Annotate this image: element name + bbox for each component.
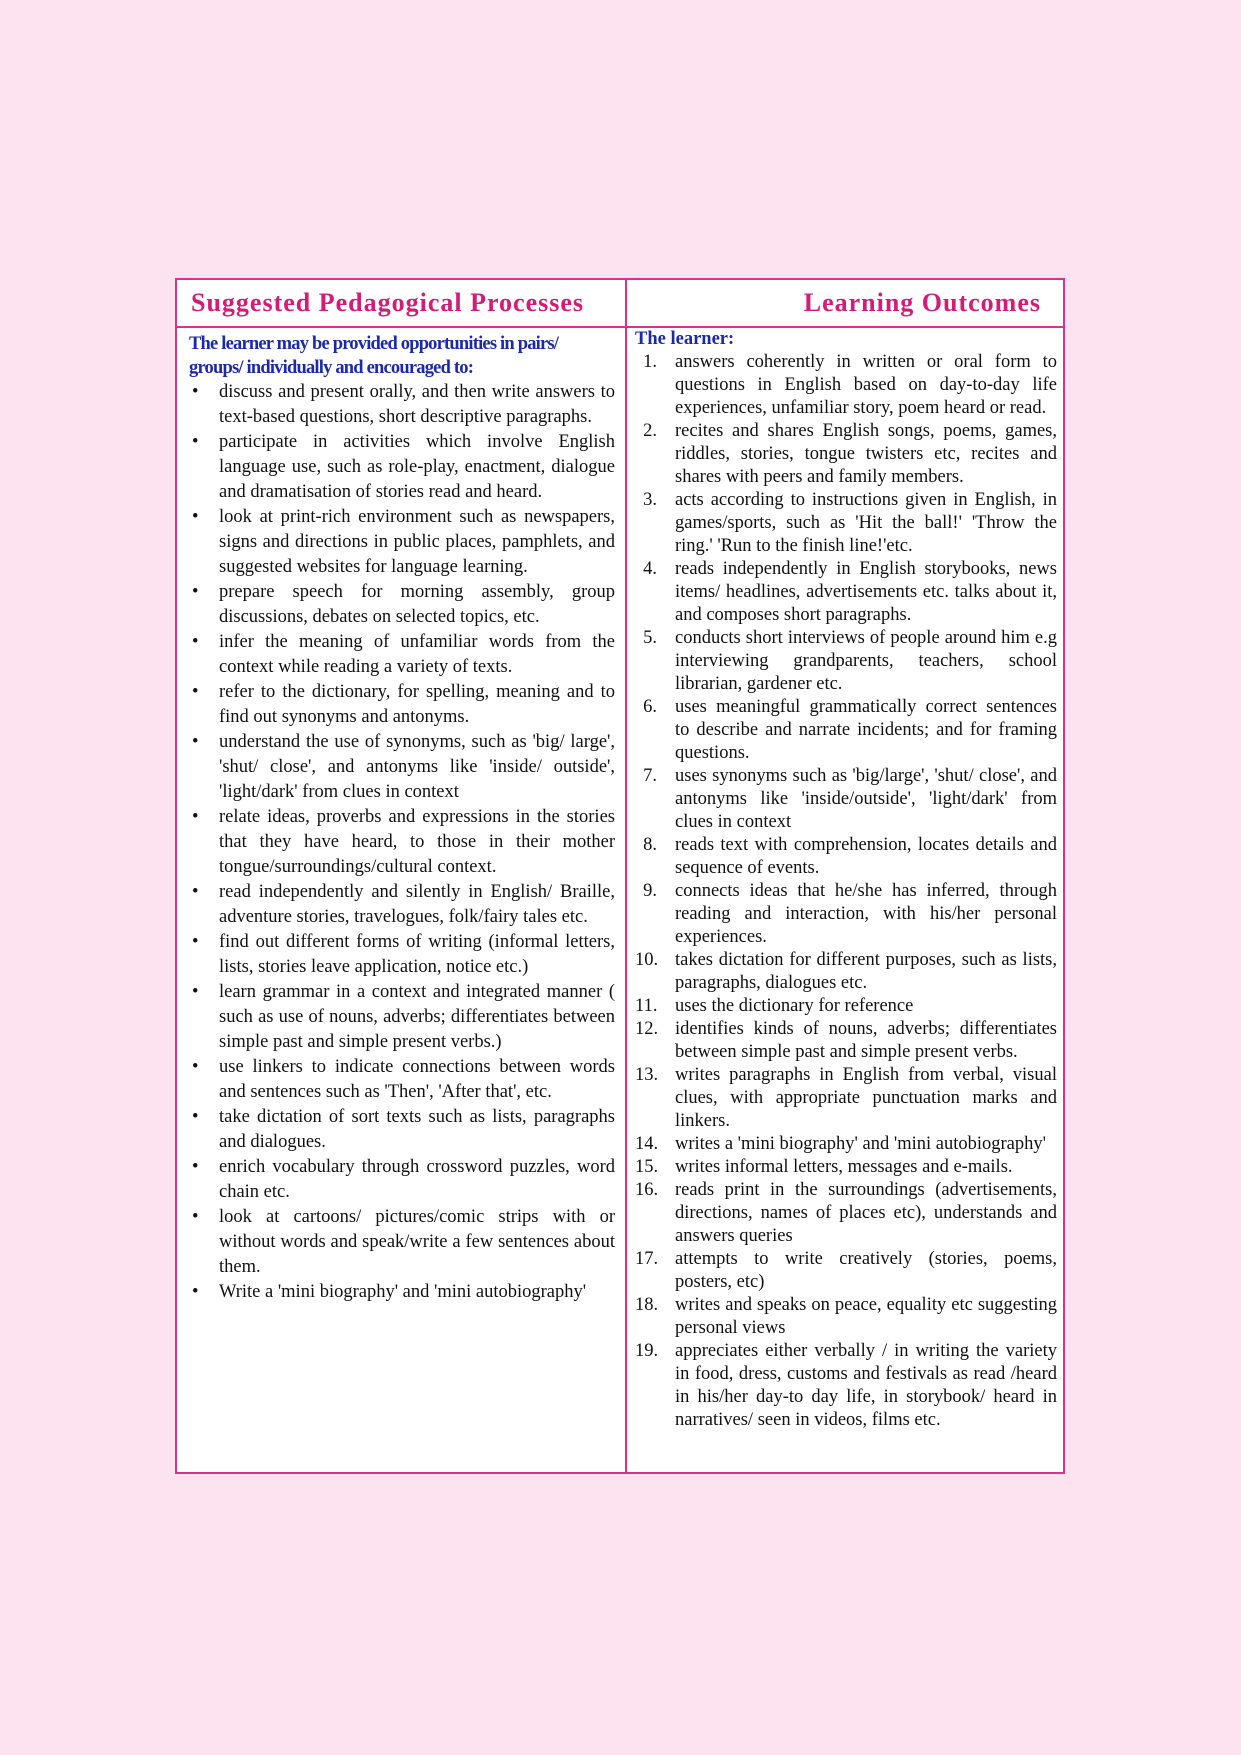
outcome-number: 11.	[635, 996, 658, 1016]
outcome-number: 3.	[643, 490, 657, 510]
process-item-text: participate in activities which involve English language use, such as role-play, enactment, dialogue and dramatisation of stories read and heard.	[219, 432, 615, 502]
outcome-text: answers coherently in written or oral form to questions in English based on day-to-day life experiences, unfamiliar story, poem heard or read.	[675, 352, 1057, 418]
bullet-icon: •	[192, 807, 199, 827]
outcomes-intro: The learner:	[635, 329, 735, 349]
outcome-text: reads independently in English storybooks, news items/ headlines, advertisements etc. talks about it, and composes short paragraphs.	[675, 559, 1057, 625]
outcome-number: 19.	[635, 1341, 659, 1361]
outcome-item	[635, 1294, 1057, 1340]
outcome-text: uses the dictionary for reference	[675, 996, 914, 1016]
outcome-number: 1.	[643, 352, 657, 372]
process-item	[189, 880, 615, 930]
bullet-icon: •	[192, 1057, 199, 1077]
outcome-item	[635, 765, 1057, 834]
process-item-text: take dictation of sort texts such as lists, paragraphs and dialogues.	[219, 1107, 615, 1152]
process-item-text: refer to the dictionary, for spelling, meaning and to find out synonyms and antonyms.	[219, 682, 615, 727]
bullet-icon: •	[192, 507, 199, 527]
outcome-number: 2.	[643, 421, 657, 441]
outcome-item	[635, 1018, 1057, 1064]
outcome-number: 14.	[635, 1134, 659, 1154]
process-item	[189, 980, 615, 1055]
outcome-item	[635, 420, 1057, 489]
process-item	[189, 1105, 615, 1155]
outcome-number: 6.	[643, 697, 657, 717]
process-item-text: read independently and silently in English/ Braille, adventure stories, travelogues, folk/fairy tales etc.	[219, 882, 615, 927]
outcome-number: 13.	[635, 1065, 659, 1085]
outcome-number: 18.	[635, 1295, 659, 1315]
outcome-number: 4.	[643, 559, 657, 579]
bullet-icon: •	[192, 432, 199, 452]
outcome-text: writes informal letters, messages and e-mails.	[675, 1157, 1013, 1177]
bullet-icon: •	[192, 1207, 199, 1227]
curriculum-table	[175, 278, 1065, 1474]
outcome-text: attempts to write creatively (stories, poems, posters, etc)	[675, 1249, 1057, 1292]
column-divider	[625, 280, 627, 1472]
pedagogical-processes-column	[189, 332, 615, 1305]
bullet-icon: •	[192, 732, 199, 752]
bullet-icon: •	[192, 1282, 199, 1302]
process-item-text: look at cartoons/ pictures/comic strips with or without words and speak/write a few sentences about them.	[219, 1207, 615, 1277]
process-item	[189, 680, 615, 730]
process-item-text: learn grammar in a context and integrated manner ( such as use of nouns, adverbs; differentiates between simple past and simple present verbs.)	[219, 982, 615, 1052]
outcome-item	[635, 351, 1057, 420]
outcome-number: 16.	[635, 1180, 659, 1200]
bullet-icon: •	[192, 682, 199, 702]
outcome-number: 15.	[635, 1157, 659, 1177]
outcome-item	[635, 1248, 1057, 1294]
outcome-item	[635, 489, 1057, 558]
outcome-text: uses synonyms such as 'big/large', 'shut/ close', and antonyms like 'inside/outside', 'light/dark' from clues in context	[675, 766, 1057, 832]
outcome-item	[635, 1133, 1057, 1156]
process-item-text: enrich vocabulary through crossword puzzles, word chain etc.	[219, 1157, 615, 1202]
process-item	[189, 930, 615, 980]
outcome-number: 17.	[635, 1249, 659, 1269]
learning-outcomes-column	[635, 328, 1057, 1432]
process-item	[189, 1280, 615, 1305]
process-item-text: prepare speech for morning assembly, group discussions, debates on selected topics, etc.	[219, 582, 615, 627]
process-item-text: relate ideas, proverbs and expressions in the stories that they have heard, to those in their mother tongue/surroundings/cultural context.	[219, 807, 615, 877]
outcome-text: takes dictation for different purposes, such as lists, paragraphs, dialogues etc.	[675, 950, 1057, 993]
outcome-number: 12.	[635, 1019, 659, 1039]
outcome-text: writes and speaks on peace, equality etc suggesting personal views	[675, 1295, 1057, 1338]
outcome-text: identifies kinds of nouns, adverbs; differentiates between simple past and simple present verbs.	[675, 1019, 1057, 1062]
process-item	[189, 380, 615, 430]
outcome-item	[635, 1340, 1057, 1432]
process-item	[189, 805, 615, 880]
process-item-text: infer the meaning of unfamiliar words from the context while reading a variety of texts.	[219, 632, 615, 677]
bullet-icon: •	[192, 982, 199, 1002]
process-item-text: Write a 'mini biography' and 'mini autobiography'	[219, 1282, 587, 1302]
outcome-text: reads print in the surroundings (advertisements, directions, names of places etc), understands and answers queries	[675, 1180, 1057, 1246]
bullet-icon: •	[192, 882, 199, 902]
outcome-item	[635, 696, 1057, 765]
process-item	[189, 1055, 615, 1105]
outcome-item	[635, 995, 1057, 1018]
outcome-text: writes a 'mini biography' and 'mini autobiography'	[675, 1134, 1046, 1154]
outcome-item	[635, 558, 1057, 627]
process-item-text: understand the use of synonyms, such as 'big/ large', 'shut/ close', and antonyms like 'inside/ outside', 'light/dark' from clues in context	[219, 732, 615, 802]
outcome-item	[635, 1179, 1057, 1248]
outcome-text: acts according to instructions given in English, in games/sports, such as 'Hit the ball!' 'Throw the ring.' 'Run to the finish line!'etc.	[675, 490, 1057, 556]
bullet-icon: •	[192, 1157, 199, 1177]
outcome-text: appreciates either verbally / in writing the variety in food, dress, customs and festivals as read /heard in his/her day-to day life, in storybook/ heard in narratives/ seen in videos, films etc.	[675, 1341, 1057, 1430]
outcome-text: writes paragraphs in English from verbal, visual clues, with appropriate punctuation marks and linkers.	[675, 1065, 1057, 1131]
outcome-item	[635, 1064, 1057, 1133]
outcome-item	[635, 627, 1057, 696]
learning-outcomes-heading: Learning Outcomes	[803, 288, 1041, 317]
process-item	[189, 1205, 615, 1280]
pedagogical-process-list	[189, 380, 615, 1305]
outcome-number: 10.	[635, 950, 659, 970]
process-item-text: use linkers to indicate connections between words and sentences such as 'Then', 'After that', etc.	[219, 1057, 615, 1102]
outcome-number: 5.	[643, 628, 657, 648]
outcome-item	[635, 834, 1057, 880]
outcome-number: 8.	[643, 835, 657, 855]
process-item-text: look at print-rich environment such as newspapers, signs and directions in public places, pamphlets, and suggested websites for language learning.	[219, 507, 615, 577]
bullet-icon: •	[192, 932, 199, 952]
outcome-item	[635, 1156, 1057, 1179]
outcome-item	[635, 949, 1057, 995]
process-item	[189, 630, 615, 680]
outcome-text: conducts short interviews of people around him e.g interviewing grandparents, teachers, school librarian, gardener etc.	[675, 628, 1057, 694]
bullet-icon: •	[192, 1107, 199, 1127]
outcome-number: 7.	[643, 766, 657, 786]
outcome-text: recites and shares English songs, poems, games, riddles, stories, tongue twisters etc, recites and shares with peers and family members.	[675, 421, 1057, 487]
process-item-text: discuss and present orally, and then write answers to text-based questions, short descriptive paragraphs.	[219, 382, 615, 427]
bullet-icon: •	[192, 632, 199, 652]
bullet-icon: •	[192, 382, 199, 402]
process-item	[189, 430, 615, 505]
outcome-number: 9.	[643, 881, 657, 901]
outcome-text: uses meaningful grammatically correct sentences to describe and narrate incidents; and for framing questions.	[675, 697, 1057, 763]
learning-outcome-list	[635, 351, 1057, 1432]
pedagogical-processes-heading: Suggested Pedagogical Processes	[191, 288, 585, 317]
process-item	[189, 1155, 615, 1205]
process-item	[189, 580, 615, 630]
process-item	[189, 730, 615, 805]
process-item-text: find out different forms of writing (informal letters, lists, stories leave application, notice etc.)	[219, 932, 615, 977]
outcome-text: reads text with comprehension, locates details and sequence of events.	[675, 835, 1057, 878]
outcome-item	[635, 880, 1057, 949]
bullet-icon: •	[192, 582, 199, 602]
pedagogical-intro: The learner may be provided opportunities in pairs/ groups/ individually and encouraged to:	[189, 334, 559, 378]
outcome-text: connects ideas that he/she has inferred, through reading and interaction, with his/her personal experiences.	[675, 881, 1057, 947]
process-item	[189, 505, 615, 580]
